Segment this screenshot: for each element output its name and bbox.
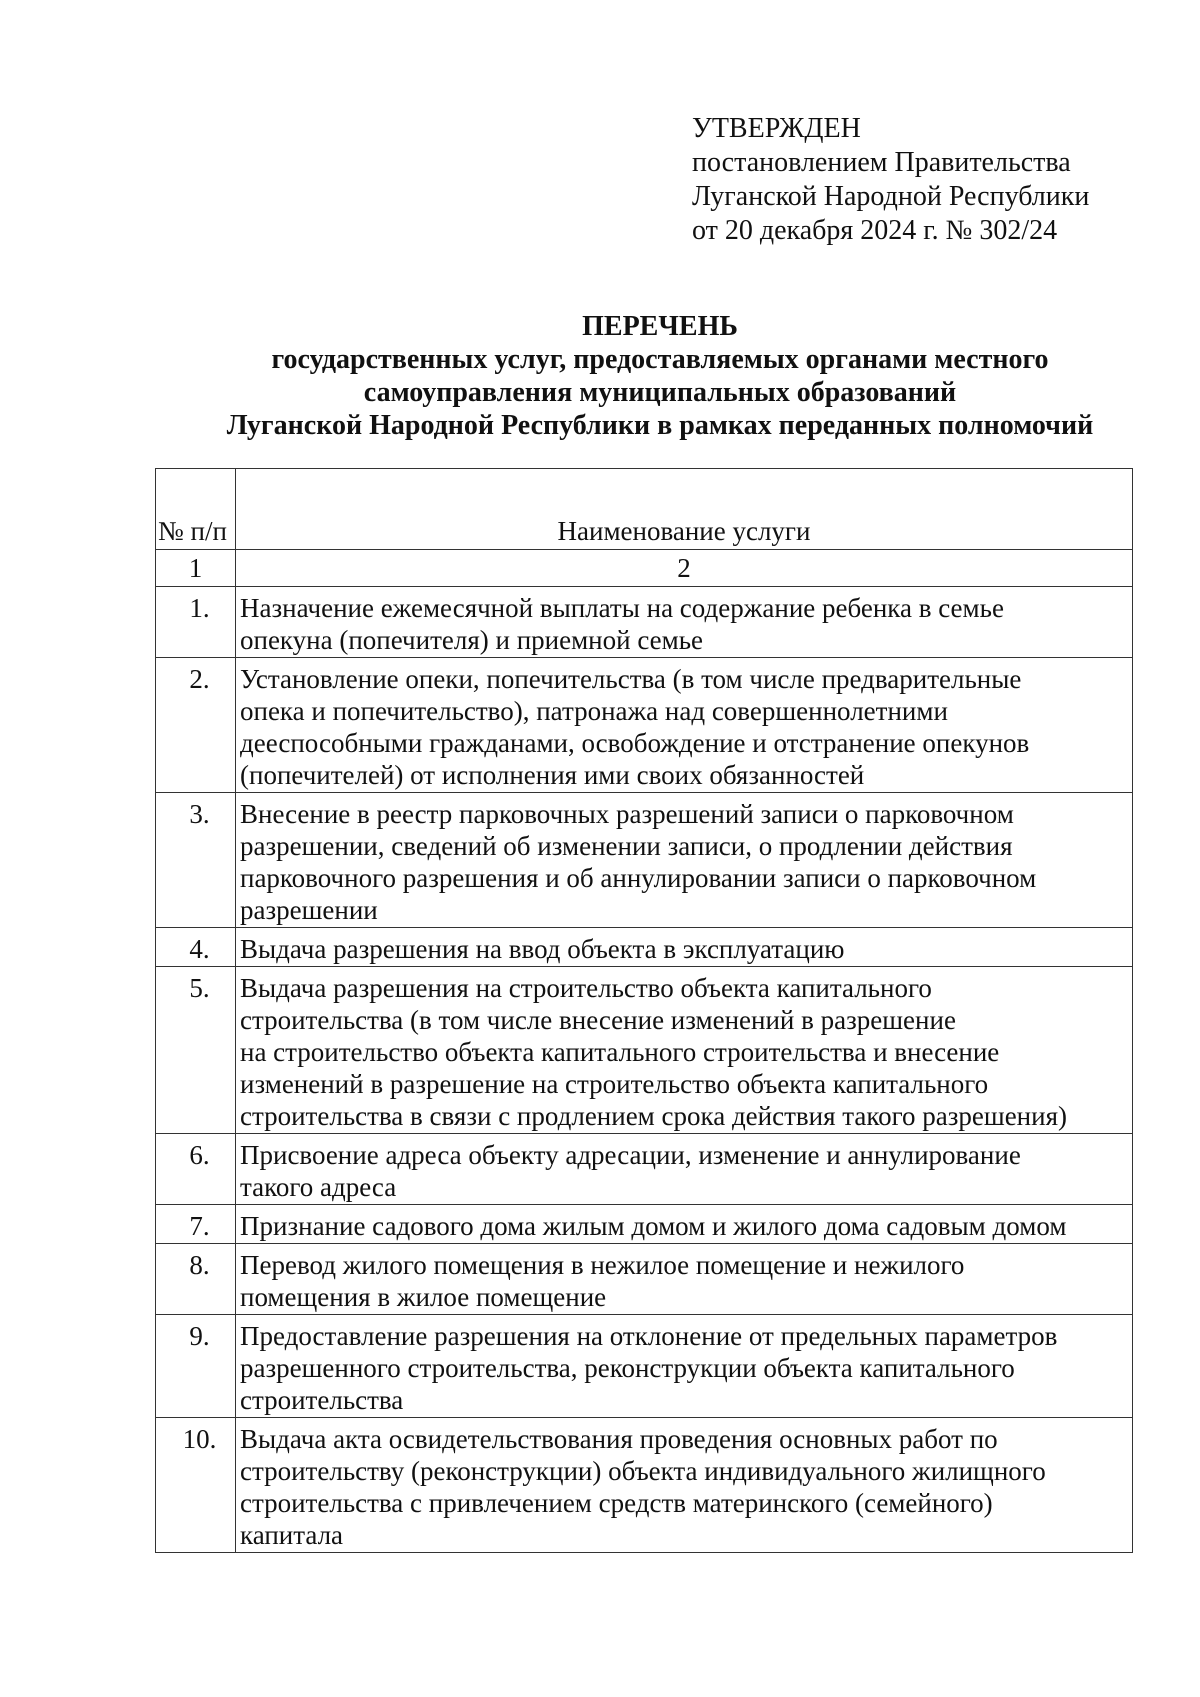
approval-date-number: от 20 декабря 2024 г. № 302/24 [692, 215, 1058, 246]
row-service-name-cell [236, 1134, 1133, 1205]
service-name-line: опека и попечительство), патронажа над совершеннолетними [240, 696, 948, 726]
service-name-line: разрешении [240, 895, 378, 925]
table-row [156, 1315, 1133, 1418]
table-row [156, 793, 1133, 928]
service-name-line: (попечителей) от исполнения ими своих обязанностей [240, 760, 865, 790]
service-name-line: Внесение в реестр парковочных разрешений записи о парковочном [240, 799, 1014, 829]
service-name-line: строительства с привлечением средств материнского (семейного) [240, 1488, 993, 1518]
service-name-line: изменений в разрешение на строительство объекта капитального [240, 1069, 989, 1099]
service-name-line: Выдача акта освидетельствования проведения основных работ по [240, 1424, 998, 1454]
table-row [156, 587, 1133, 658]
row-service-name-cell [236, 1205, 1133, 1244]
document-title: ПЕРЕЧЕНЬ [582, 311, 738, 342]
row-number-cell: 2. [156, 658, 236, 793]
service-name-line: Выдача разрешения на ввод объекта в эксплуатацию [240, 934, 845, 964]
approval-republic: Луганской Народной Республики [692, 181, 1090, 212]
table-row [156, 967, 1133, 1134]
row-service-name-cell [236, 1315, 1133, 1418]
table-index-row [156, 550, 1133, 587]
service-name-line: Перевод жилого помещения в нежилое помещение и нежилого [240, 1250, 965, 1280]
service-name-line: Выдача разрешения на строительство объекта капитального [240, 973, 932, 1003]
header-number-cell: № п/п [156, 469, 236, 550]
document-heading [0, 310, 1200, 442]
service-name-line: Назначение ежемесячной выплаты на содержание ребенка в семье [240, 593, 1004, 623]
service-name-line: капитала [240, 1520, 344, 1550]
service-name-line: разрешении, сведений об изменении записи, о продлении действия [240, 831, 1013, 861]
index-number-cell: 1 [156, 550, 236, 587]
row-number-cell: 3. [156, 793, 236, 928]
row-service-name-cell [236, 658, 1133, 793]
service-name-line: строительству (реконструкции) объекта индивидуального жилищного [240, 1456, 1046, 1486]
row-number-cell: 9. [156, 1315, 236, 1418]
document-subtitle-line-2: самоуправления муниципальных образований [363, 377, 957, 408]
service-name-line: строительства [240, 1385, 404, 1415]
row-number-cell: 4. [156, 928, 236, 967]
service-name-line: Признание садового дома жилым домом и жилого дома садовым домом [240, 1211, 1067, 1241]
row-service-name-cell [236, 1244, 1133, 1315]
service-name-line: дееспособными гражданами, освобождение и отстранение опекунов [240, 728, 1030, 758]
table-row [156, 1205, 1133, 1244]
approval-decree: постановлением Правительства [692, 147, 1071, 178]
service-name-line: парковочного разрешения и об аннулировании записи о парковочном [240, 863, 1037, 893]
table-row [156, 1418, 1133, 1553]
row-number-cell: 1. [156, 587, 236, 658]
approval-block [692, 112, 1089, 248]
row-service-name-cell [236, 587, 1133, 658]
service-name-line: такого адреса [240, 1172, 397, 1202]
service-name-line: Установление опеки, попечительства (в том числе предварительные [240, 664, 1022, 694]
index-name-cell: 2 [236, 550, 1133, 587]
table-row [156, 1244, 1133, 1315]
service-name-line: строительства в связи с продлением срока действия такого разрешения) [240, 1101, 1067, 1131]
row-number-cell: 8. [156, 1244, 236, 1315]
service-name-line: строительства (в том числе внесение изменений в разрешение [240, 1005, 956, 1035]
table-row [156, 658, 1133, 793]
service-name-line: помещения в жилое помещение [240, 1282, 607, 1312]
row-service-name-cell [236, 967, 1133, 1134]
document-subtitle-line-1: государственных услуг, предоставляемых органами местного [271, 344, 1049, 375]
table-row [156, 1134, 1133, 1205]
row-number-cell: 5. [156, 967, 236, 1134]
header-name-cell: Наименование услуги [236, 469, 1133, 550]
table-header-row [156, 469, 1133, 550]
row-number-cell: 6. [156, 1134, 236, 1205]
row-number-cell: 7. [156, 1205, 236, 1244]
approval-title: УТВЕРЖДЕН [692, 113, 861, 144]
row-number-cell: 10. [156, 1418, 236, 1553]
service-name-line: Предоставление разрешения на отклонение от предельных параметров [240, 1321, 1058, 1351]
services-table [155, 468, 1133, 1553]
service-name-line: Присвоение адреса объекту адресации, изменение и аннулирование [240, 1140, 1021, 1170]
service-name-line: разрешенного строительства, реконструкции объекта капитального [240, 1353, 1015, 1383]
row-service-name-cell [236, 1418, 1133, 1553]
row-service-name-cell [236, 793, 1133, 928]
service-name-line: на строительство объекта капитального строительства и внесение [240, 1037, 1000, 1067]
table-row [156, 928, 1133, 967]
document-subtitle-line-3: Луганской Народной Республики в рамках переданных полномочий [226, 410, 1094, 441]
row-service-name-cell [236, 928, 1133, 967]
service-name-line: опекуна (попечителя) и приемной семье [240, 625, 703, 655]
